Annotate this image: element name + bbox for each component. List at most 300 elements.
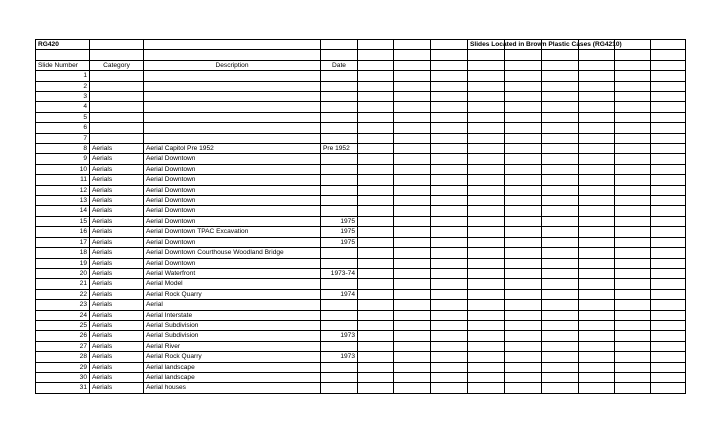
- slide-number-cell[interactable]: 28: [36, 352, 90, 362]
- cell[interactable]: [468, 310, 505, 320]
- cell[interactable]: [431, 50, 468, 60]
- date-cell[interactable]: [321, 310, 358, 320]
- slide-number-cell[interactable]: 21: [36, 279, 90, 289]
- cell[interactable]: [542, 144, 579, 154]
- cell[interactable]: [358, 300, 394, 310]
- description-cell[interactable]: Aerial Downtown: [144, 196, 321, 206]
- cell[interactable]: [144, 50, 321, 60]
- cell[interactable]: [542, 175, 579, 185]
- category-cell[interactable]: Aerials: [90, 227, 144, 237]
- date-cell[interactable]: [321, 92, 358, 102]
- cell[interactable]: [615, 248, 651, 258]
- cell[interactable]: [358, 372, 394, 382]
- cell[interactable]: [431, 133, 468, 143]
- cell[interactable]: [358, 164, 394, 174]
- cell[interactable]: [394, 144, 431, 154]
- cell[interactable]: [615, 372, 651, 382]
- cell[interactable]: [468, 258, 505, 268]
- cell[interactable]: [358, 258, 394, 268]
- cell[interactable]: [468, 237, 505, 247]
- slide-number-cell[interactable]: 18: [36, 248, 90, 258]
- date-cell[interactable]: 1975: [321, 227, 358, 237]
- cell[interactable]: [651, 258, 686, 268]
- cell[interactable]: [579, 133, 615, 143]
- cell[interactable]: [579, 248, 615, 258]
- cell[interactable]: [468, 268, 505, 278]
- date-cell[interactable]: [321, 112, 358, 122]
- cell[interactable]: [615, 144, 651, 154]
- cell[interactable]: [358, 289, 394, 299]
- slide-number-cell[interactable]: 3: [36, 92, 90, 102]
- category-cell[interactable]: [90, 71, 144, 81]
- cell[interactable]: [505, 123, 542, 133]
- cell[interactable]: [468, 352, 505, 362]
- cell[interactable]: [431, 164, 468, 174]
- slide-number-cell[interactable]: 27: [36, 341, 90, 351]
- cell[interactable]: [394, 123, 431, 133]
- cell[interactable]: [542, 341, 579, 351]
- cell[interactable]: [505, 268, 542, 278]
- cell[interactable]: [394, 227, 431, 237]
- cell[interactable]: [542, 362, 579, 372]
- cell[interactable]: [651, 248, 686, 258]
- cell[interactable]: [394, 289, 431, 299]
- cell[interactable]: [579, 216, 615, 226]
- cell[interactable]: [651, 40, 686, 50]
- cell[interactable]: [431, 320, 468, 330]
- cell[interactable]: [505, 216, 542, 226]
- cell[interactable]: [542, 279, 579, 289]
- cell[interactable]: [505, 289, 542, 299]
- cell[interactable]: [542, 216, 579, 226]
- cell[interactable]: [394, 206, 431, 216]
- cell[interactable]: [394, 40, 431, 50]
- slide-number-cell[interactable]: 14: [36, 206, 90, 216]
- cell[interactable]: [651, 352, 686, 362]
- cell[interactable]: [505, 300, 542, 310]
- cell[interactable]: [651, 154, 686, 164]
- cell[interactable]: [358, 133, 394, 143]
- cell[interactable]: [431, 227, 468, 237]
- cell[interactable]: [615, 123, 651, 133]
- cell[interactable]: [431, 144, 468, 154]
- cell[interactable]: [394, 237, 431, 247]
- cell[interactable]: [394, 102, 431, 112]
- slide-number-cell[interactable]: 17: [36, 237, 90, 247]
- description-cell[interactable]: Aerial Downtown: [144, 258, 321, 268]
- slide-number-cell[interactable]: 11: [36, 175, 90, 185]
- category-cell[interactable]: [90, 81, 144, 91]
- slide-number-cell[interactable]: 8: [36, 144, 90, 154]
- cell[interactable]: [505, 206, 542, 216]
- cell[interactable]: [542, 50, 579, 60]
- category-cell[interactable]: Aerials: [90, 206, 144, 216]
- cell[interactable]: [542, 237, 579, 247]
- cell[interactable]: [505, 362, 542, 372]
- cell[interactable]: [615, 112, 651, 122]
- cell[interactable]: [615, 237, 651, 247]
- cell[interactable]: [579, 258, 615, 268]
- description-cell[interactable]: Aerial River: [144, 341, 321, 351]
- category-cell[interactable]: Aerials: [90, 331, 144, 341]
- description-cell[interactable]: [144, 102, 321, 112]
- cell[interactable]: [651, 383, 686, 393]
- cell[interactable]: [505, 258, 542, 268]
- cell[interactable]: [542, 154, 579, 164]
- cell[interactable]: [321, 50, 358, 60]
- date-cell[interactable]: 1973-74: [321, 268, 358, 278]
- date-cell[interactable]: [321, 102, 358, 112]
- cell[interactable]: [468, 362, 505, 372]
- cell[interactable]: [579, 60, 615, 70]
- category-cell[interactable]: Aerials: [90, 154, 144, 164]
- category-cell[interactable]: Aerials: [90, 383, 144, 393]
- description-cell[interactable]: Aerial Subdivision: [144, 331, 321, 341]
- cell[interactable]: [394, 331, 431, 341]
- cell[interactable]: [431, 60, 468, 70]
- description-cell[interactable]: Aerial Downtown: [144, 206, 321, 216]
- date-cell[interactable]: [321, 175, 358, 185]
- cell[interactable]: [468, 50, 505, 60]
- cell[interactable]: [505, 310, 542, 320]
- cell[interactable]: [579, 92, 615, 102]
- date-cell[interactable]: 1974: [321, 289, 358, 299]
- category-cell[interactable]: [90, 123, 144, 133]
- cell[interactable]: [394, 60, 431, 70]
- cell[interactable]: [651, 71, 686, 81]
- cell[interactable]: [394, 341, 431, 351]
- date-cell[interactable]: [321, 133, 358, 143]
- cell[interactable]: [431, 268, 468, 278]
- cell[interactable]: [431, 331, 468, 341]
- cell[interactable]: [358, 352, 394, 362]
- cell[interactable]: [468, 206, 505, 216]
- cell[interactable]: [394, 154, 431, 164]
- cell[interactable]: [468, 92, 505, 102]
- cell[interactable]: [651, 185, 686, 195]
- date-cell[interactable]: [321, 300, 358, 310]
- cell[interactable]: [579, 112, 615, 122]
- cell[interactable]: [542, 383, 579, 393]
- cell[interactable]: [505, 50, 542, 60]
- cell[interactable]: [542, 352, 579, 362]
- cell[interactable]: [144, 40, 321, 50]
- cell[interactable]: [468, 196, 505, 206]
- cell[interactable]: [431, 300, 468, 310]
- date-cell[interactable]: [321, 196, 358, 206]
- cell[interactable]: [431, 279, 468, 289]
- cell[interactable]: [651, 320, 686, 330]
- cell[interactable]: [615, 60, 651, 70]
- cell[interactable]: [431, 71, 468, 81]
- cell[interactable]: [394, 164, 431, 174]
- date-cell[interactable]: [321, 206, 358, 216]
- cell[interactable]: [615, 71, 651, 81]
- date-cell[interactable]: Pre 1952: [321, 144, 358, 154]
- cell[interactable]: [468, 71, 505, 81]
- cell[interactable]: [358, 112, 394, 122]
- description-cell[interactable]: Aerial Downtown: [144, 185, 321, 195]
- cell[interactable]: [579, 237, 615, 247]
- category-cell[interactable]: Aerials: [90, 144, 144, 154]
- cell[interactable]: [431, 310, 468, 320]
- cell[interactable]: [651, 144, 686, 154]
- cell[interactable]: [615, 92, 651, 102]
- date-cell[interactable]: [321, 372, 358, 382]
- cell[interactable]: [431, 362, 468, 372]
- cell[interactable]: [394, 279, 431, 289]
- cell[interactable]: [615, 216, 651, 226]
- slide-number-cell[interactable]: 20: [36, 268, 90, 278]
- cell[interactable]: [468, 289, 505, 299]
- description-cell[interactable]: [144, 81, 321, 91]
- description-cell[interactable]: Aerial Rock Quarry: [144, 352, 321, 362]
- category-cell[interactable]: Aerials: [90, 164, 144, 174]
- cell[interactable]: [358, 92, 394, 102]
- cell[interactable]: [468, 320, 505, 330]
- date-cell[interactable]: [321, 81, 358, 91]
- cell[interactable]: [505, 175, 542, 185]
- cell[interactable]: [394, 81, 431, 91]
- description-cell[interactable]: [144, 71, 321, 81]
- cell[interactable]: [505, 60, 542, 70]
- cell[interactable]: [358, 310, 394, 320]
- cell[interactable]: [651, 60, 686, 70]
- cell[interactable]: [431, 154, 468, 164]
- date-cell[interactable]: [321, 383, 358, 393]
- slide-number-cell[interactable]: 12: [36, 185, 90, 195]
- cell[interactable]: [542, 71, 579, 81]
- cell[interactable]: [468, 123, 505, 133]
- slide-number-cell[interactable]: 1: [36, 71, 90, 81]
- cell[interactable]: [615, 206, 651, 216]
- cell[interactable]: [579, 206, 615, 216]
- slide-number-cell[interactable]: 26: [36, 331, 90, 341]
- cell[interactable]: [615, 383, 651, 393]
- cell[interactable]: [358, 71, 394, 81]
- category-cell[interactable]: [90, 102, 144, 112]
- date-cell[interactable]: [321, 123, 358, 133]
- date-cell[interactable]: [321, 154, 358, 164]
- description-cell[interactable]: Aerial Capitol Pre 1952: [144, 144, 321, 154]
- cell[interactable]: [615, 352, 651, 362]
- cell[interactable]: [431, 185, 468, 195]
- cell[interactable]: [505, 227, 542, 237]
- cell[interactable]: [358, 320, 394, 330]
- cell[interactable]: [358, 102, 394, 112]
- slide-number-cell[interactable]: 25: [36, 320, 90, 330]
- cell[interactable]: [579, 164, 615, 174]
- date-cell[interactable]: [321, 258, 358, 268]
- description-cell[interactable]: Aerial Downtown TPAC Excavation: [144, 227, 321, 237]
- category-cell[interactable]: Aerials: [90, 268, 144, 278]
- cell[interactable]: [542, 185, 579, 195]
- description-cell[interactable]: Aerial Interstate: [144, 310, 321, 320]
- cell[interactable]: [431, 216, 468, 226]
- cell[interactable]: [468, 102, 505, 112]
- cell[interactable]: [579, 196, 615, 206]
- slide-number-cell[interactable]: 9: [36, 154, 90, 164]
- category-cell[interactable]: [90, 92, 144, 102]
- cell[interactable]: [90, 40, 144, 50]
- date-cell[interactable]: 1975: [321, 216, 358, 226]
- cell[interactable]: [651, 50, 686, 60]
- cell[interactable]: [579, 300, 615, 310]
- cell[interactable]: [651, 279, 686, 289]
- cell[interactable]: [431, 112, 468, 122]
- cell[interactable]: [651, 362, 686, 372]
- cell[interactable]: [394, 268, 431, 278]
- cell[interactable]: [468, 175, 505, 185]
- category-cell[interactable]: Aerials: [90, 320, 144, 330]
- cell[interactable]: [542, 289, 579, 299]
- cell[interactable]: [651, 112, 686, 122]
- cell[interactable]: [579, 185, 615, 195]
- cell[interactable]: [579, 341, 615, 351]
- date-cell[interactable]: [321, 320, 358, 330]
- cell[interactable]: [468, 164, 505, 174]
- cell[interactable]: [579, 279, 615, 289]
- slide-number-cell[interactable]: 30: [36, 372, 90, 382]
- cell[interactable]: [468, 144, 505, 154]
- header-slide-number[interactable]: Slide Number: [36, 60, 90, 70]
- cell[interactable]: [431, 289, 468, 299]
- cell[interactable]: [358, 123, 394, 133]
- cell[interactable]: [505, 92, 542, 102]
- description-cell[interactable]: Aerial landscape: [144, 362, 321, 372]
- cell[interactable]: [468, 341, 505, 351]
- cell[interactable]: [651, 341, 686, 351]
- cell[interactable]: [579, 352, 615, 362]
- cell[interactable]: [505, 196, 542, 206]
- cell[interactable]: [651, 123, 686, 133]
- cell[interactable]: [358, 144, 394, 154]
- cell[interactable]: [505, 352, 542, 362]
- cell[interactable]: [36, 50, 90, 60]
- cell[interactable]: [542, 331, 579, 341]
- category-cell[interactable]: Aerials: [90, 216, 144, 226]
- cell[interactable]: [651, 92, 686, 102]
- cell[interactable]: [579, 144, 615, 154]
- cell[interactable]: [394, 362, 431, 372]
- cell[interactable]: [651, 175, 686, 185]
- cell[interactable]: [394, 196, 431, 206]
- cell[interactable]: [90, 50, 144, 60]
- cell[interactable]: [579, 227, 615, 237]
- cell[interactable]: [615, 133, 651, 143]
- cell[interactable]: [579, 331, 615, 341]
- cell[interactable]: [468, 331, 505, 341]
- slide-number-cell[interactable]: 2: [36, 81, 90, 91]
- cell[interactable]: [651, 372, 686, 382]
- cell[interactable]: [651, 310, 686, 320]
- cell[interactable]: [651, 206, 686, 216]
- cell[interactable]: [542, 320, 579, 330]
- cell[interactable]: [615, 81, 651, 91]
- cell[interactable]: [468, 154, 505, 164]
- cell[interactable]: [505, 383, 542, 393]
- cell[interactable]: [615, 154, 651, 164]
- cell[interactable]: [651, 268, 686, 278]
- cell[interactable]: [542, 268, 579, 278]
- cell[interactable]: [651, 289, 686, 299]
- cell[interactable]: [505, 372, 542, 382]
- cell[interactable]: [505, 279, 542, 289]
- cell[interactable]: [615, 196, 651, 206]
- cell[interactable]: [615, 175, 651, 185]
- cell[interactable]: [394, 310, 431, 320]
- cell[interactable]: [505, 154, 542, 164]
- cell[interactable]: [358, 331, 394, 341]
- cell[interactable]: [542, 164, 579, 174]
- cell[interactable]: [358, 341, 394, 351]
- slide-number-cell[interactable]: 6: [36, 123, 90, 133]
- description-cell[interactable]: Aerial landscape: [144, 372, 321, 382]
- cell[interactable]: [394, 216, 431, 226]
- date-cell[interactable]: 1975: [321, 237, 358, 247]
- cell[interactable]: [505, 185, 542, 195]
- cell[interactable]: [651, 216, 686, 226]
- cell[interactable]: [615, 279, 651, 289]
- cell[interactable]: [542, 300, 579, 310]
- cell[interactable]: [579, 123, 615, 133]
- cell[interactable]: [579, 362, 615, 372]
- cell[interactable]: [579, 50, 615, 60]
- description-cell[interactable]: Aerial: [144, 300, 321, 310]
- cell[interactable]: [394, 71, 431, 81]
- date-cell[interactable]: [321, 248, 358, 258]
- cell[interactable]: [651, 102, 686, 112]
- cell[interactable]: [505, 71, 542, 81]
- cell[interactable]: [358, 50, 394, 60]
- cell[interactable]: [468, 185, 505, 195]
- cell[interactable]: [542, 102, 579, 112]
- cell[interactable]: [615, 258, 651, 268]
- slide-number-cell[interactable]: 5: [36, 112, 90, 122]
- cell[interactable]: [615, 227, 651, 237]
- category-cell[interactable]: Aerials: [90, 279, 144, 289]
- description-cell[interactable]: Aerial Downtown: [144, 164, 321, 174]
- cell[interactable]: [542, 112, 579, 122]
- date-cell[interactable]: [321, 341, 358, 351]
- cell[interactable]: [651, 227, 686, 237]
- slide-number-cell[interactable]: 31: [36, 383, 90, 393]
- description-cell[interactable]: [144, 92, 321, 102]
- cell[interactable]: [615, 320, 651, 330]
- cell[interactable]: [579, 102, 615, 112]
- cell[interactable]: [468, 248, 505, 258]
- description-cell[interactable]: [144, 123, 321, 133]
- category-cell[interactable]: Aerials: [90, 258, 144, 268]
- cell[interactable]: [358, 248, 394, 258]
- cell[interactable]: [468, 216, 505, 226]
- slide-number-cell[interactable]: 19: [36, 258, 90, 268]
- description-cell[interactable]: [144, 112, 321, 122]
- cell[interactable]: [394, 92, 431, 102]
- cell[interactable]: [431, 196, 468, 206]
- header-category[interactable]: Category: [90, 60, 144, 70]
- cell[interactable]: [542, 227, 579, 237]
- cell[interactable]: [615, 164, 651, 174]
- category-cell[interactable]: Aerials: [90, 175, 144, 185]
- cell[interactable]: [651, 164, 686, 174]
- cell[interactable]: [651, 196, 686, 206]
- cell[interactable]: [468, 81, 505, 91]
- slide-number-cell[interactable]: 15: [36, 216, 90, 226]
- description-cell[interactable]: Aerial Downtown Courthouse Woodland Bridge: [144, 248, 321, 258]
- category-cell[interactable]: Aerials: [90, 289, 144, 299]
- cell[interactable]: [468, 133, 505, 143]
